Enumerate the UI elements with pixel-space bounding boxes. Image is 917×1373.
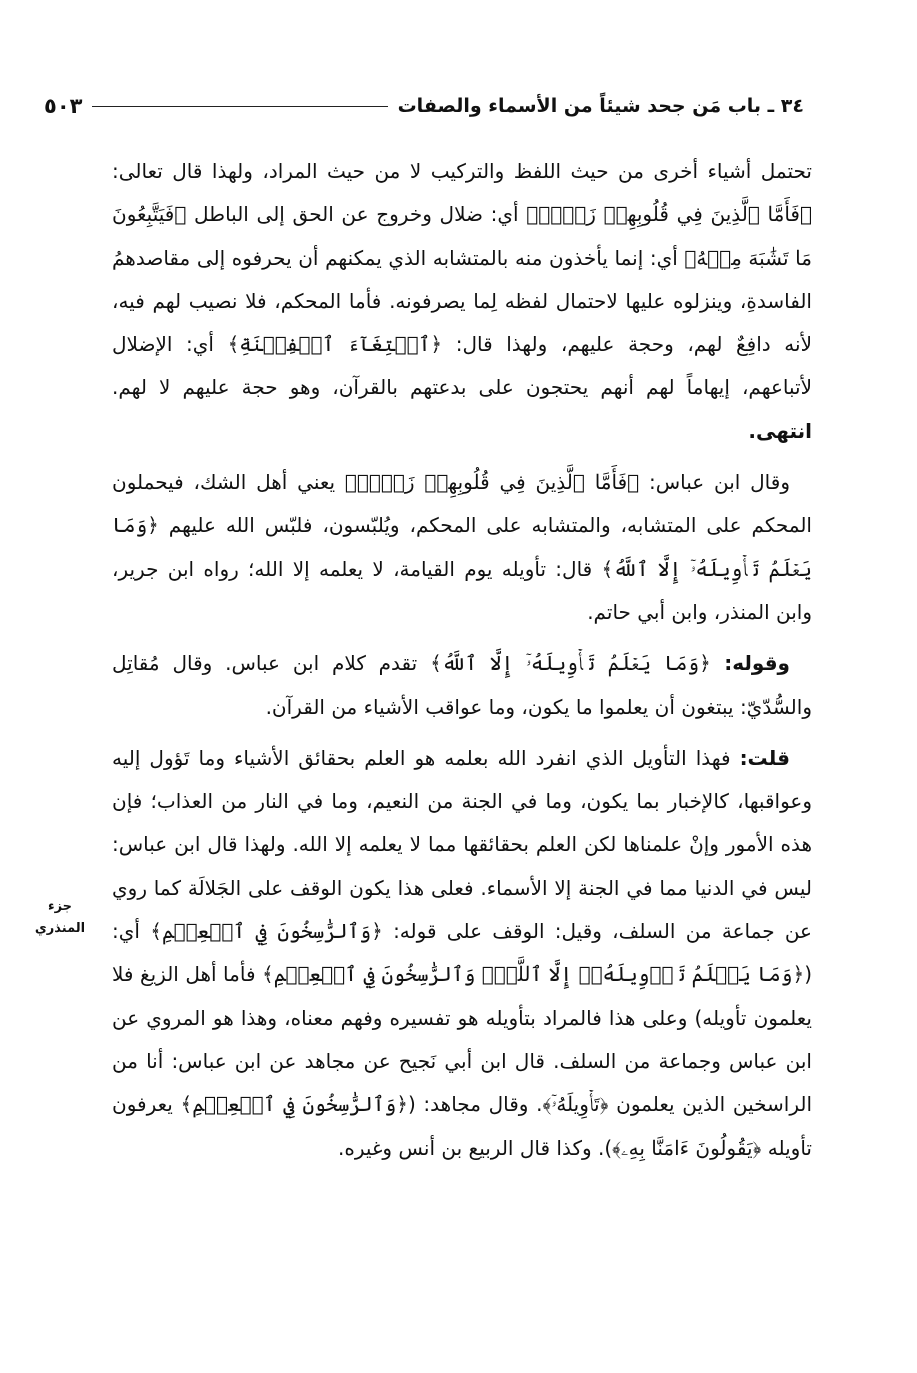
quran-quote: ﴿فَيَتَّبِعُونَ مَا تَشَٰبَهَ مِنۡهُ﴾ <box>112 202 812 270</box>
chapter-title: ٣٤ ـ باب مَن جحد شيئاً من الأسماء والصفات <box>397 95 804 117</box>
text-run: تقدم كلام ابن عباس. وقال مُقاتِل والسُّدّيّ: يبتغون أن يعلموا ما يكون، وما عواقب الأشياء من القرآن. <box>112 651 812 719</box>
header-rule <box>92 106 387 107</box>
quran-quote: ﴿وَٱلرَّٰسِخُونَ فِي ٱلۡعِلۡمِ﴾ <box>180 1092 408 1117</box>
paragraph-4 <box>112 737 812 1170</box>
text-run: ). وكذا قال الربيع بن أنس وغيره. <box>338 1135 613 1160</box>
text-run: أي: ضلال وخروج عن الحق إلى الباطل <box>186 202 527 227</box>
text-run: . وقال مجاهد: ( <box>407 1092 543 1117</box>
quran-quote: ﴿وَمَا يَعۡلَمُ تَأۡوِيلَهُۥٓ إِلَّا ٱللَّهُ﴾ <box>112 513 812 581</box>
paragraph-lead: وقوله: <box>710 651 790 676</box>
quran-quote: ﴿تَأۡوِيلَهُۥٓ﴾ <box>542 1092 609 1117</box>
text-run: تحتمل أشياء أخرى من حيث اللفظ والتركيب لا من حيث المراد، ولهذا قال تعالى: <box>112 159 812 183</box>
quran-quote: ﴿فَأَمَّا ٱلَّذِينَ فِي قُلُوبِهِمۡ زَيۡغٞ﴾ <box>526 202 812 227</box>
paragraph-2 <box>112 461 812 634</box>
paragraph-lead: قلت: <box>739 745 790 770</box>
margin-note-line: جزء <box>47 899 73 914</box>
text-run: فهذا التأويل الذي انفرد الله بعلمه هو العلم بحقائق الأشياء وما تَؤول إليه وعواقبها، كالإخبار بما يكون، وما في الجنة من النعيم، وما في النار من العذاب؛ فإن هذه الأمور وإنْ علمناها لكن العلم بحقائقها مما لا يعلمه إلا الله. ولهذا قال ابن عباس: ليس في الدنيا مما في الجنة إلا الأسماء. فعلى هذا يكون الوقف على الجَلالَة كما روي عن جماعة من السلف، وقيل: الوقف على قوله: <box>112 745 812 944</box>
text-run: فأما أهل الزيغ فلا يعلمون تأويله) وعلى هذا فالمراد بتأويله هو تفسيره وفهم معناه، وهذا هو المروي عن ابن عباس وجماعة من السلف. قال ابن أبي نَجيح عن مجاهد عن ابن عباس: أنا من الراسخين الذين يعلمون <box>112 962 813 1117</box>
quran-quote: ﴿ٱبۡتِغَآءَ ٱلۡفِتۡنَةِ﴾ <box>227 332 443 357</box>
text-run: يعني أهل الشك، فيحملون المحكم على المتشابه، والمتشابه على المحكم، ويُلبّسون، فلبّس الله عليهم <box>112 470 812 538</box>
quran-quote: ﴿وَمَا يَعۡلَمُ تَأۡوِيلَهُۥٓ إِلَّا ٱللَّهُۗ وَٱلرَّٰسِخُونَ فِي ٱلۡعِلۡمِ﴾ <box>262 962 805 987</box>
margin-note <box>28 896 92 940</box>
text-run: قال: تأويله يوم القيامة، لا يعلمه إلا الله؛ رواه ابن جرير، وابن المنذر، وابن أبي حاتم. <box>112 556 812 624</box>
paragraph-1 <box>112 150 812 453</box>
text-run: أي: إنما يأخذون منه بالمتشابه الذي يمكنهم أن يحرفوه إلى مقاصدهمُ الفاسدةِ، وينزلوه عليها لاحتمال لفظه لِما يصرفونه. فأما المحكم، فلا نصيب لهم فيه، لأنه دافِعٌ لهم، وحجة عليهم، ولهذا قال: <box>112 245 812 357</box>
text-run: يعرفون تأويله <box>112 1092 812 1160</box>
paragraph-3 <box>112 642 812 729</box>
page-number: ٥٠٣ <box>44 94 83 118</box>
text-run: أي: الإضلال لأتباعهم، إيهاماً لهم أنهم يحتجون على بدعتهم بالقرآن، وهو حجة عليهم لا لهم. <box>112 332 812 400</box>
page-body <box>112 150 812 1178</box>
quran-quote: ﴿وَمَا يَعۡلَمُ تَأۡوِيلَهُۥٓ إِلَّا ٱللَّهُ﴾ <box>430 651 711 676</box>
quran-quote: ﴿فَأَمَّا ٱلَّذِينَ فِي قُلُوبِهِمۡ زَيۡغٞ﴾ <box>344 470 640 495</box>
quran-quote: ﴿يَقُولُونَ ءَامَنَّا بِهِۦ﴾ <box>612 1135 762 1160</box>
end-marker: انتهى. <box>748 418 812 443</box>
margin-note-line: المنذري <box>34 921 86 936</box>
text-run: أي: ( <box>112 919 812 987</box>
quran-quote: ﴿وَٱلرَّٰسِخُونَ فِي ٱلۡعِلۡمِ﴾ <box>150 919 383 944</box>
text-run: وقال ابن عباس: <box>639 470 790 495</box>
running-header <box>44 86 804 126</box>
